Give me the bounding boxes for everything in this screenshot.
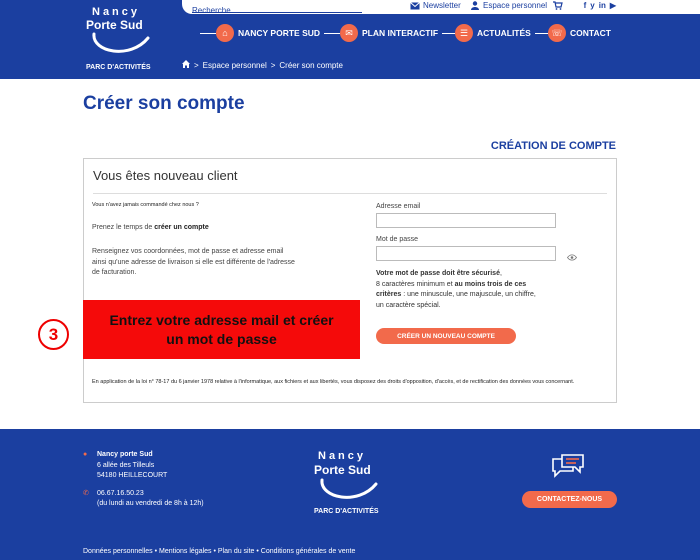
map-icon: ✉: [340, 24, 358, 42]
panel-title: Vous êtes nouveau client: [93, 168, 238, 183]
footer-links[interactable]: Données personnelles • Mentions légales • Plan du site • Conditions générales de vente: [83, 548, 356, 555]
password-field-wrap: [376, 246, 556, 261]
breadcrumb-creer-son-compte: Créer son compte: [279, 60, 343, 70]
nav-item-actualites[interactable]: [455, 24, 531, 42]
social-links: [584, 1, 616, 10]
pw-hint-line3a: critères: [376, 291, 402, 298]
footer-logo[interactable]: [314, 450, 394, 520]
pw-hint-line2a: 8 caractères minimum et: [376, 280, 455, 288]
user-icon: [470, 1, 480, 10]
eye-icon[interactable]: [567, 248, 577, 256]
instructions-text: [92, 247, 295, 279]
contact-us-button[interactable]: CONTACTEZ-NOUS: [522, 491, 617, 508]
account-link[interactable]: [470, 1, 547, 10]
password-hint: Votre mot de passe doit être sécurisé, 8 caractères minimum et au moins trois de ces critères : une minuscule, une majuscule, un chiffre, un caractère spécial.: [376, 269, 576, 311]
pw-hint-bold: Votre mot de passe doit être sécurisé: [376, 270, 500, 277]
footer-logo-line3: PARC D'ACTIVITÉS: [314, 508, 379, 515]
mail-icon: [410, 1, 420, 10]
footer-phone[interactable]: 06.67.16.50.23: [97, 489, 144, 497]
footer-hours: (du lundi au vendredi de 8h à 12h): [97, 500, 204, 507]
footer-logo-line2: Porte Sud: [314, 463, 371, 477]
instructions-line: Renseignez vos coordonnées, mot de passe et adresse email: [92, 248, 284, 255]
home-icon[interactable]: [182, 60, 190, 70]
nav-divider: [324, 33, 340, 34]
search-box: [192, 0, 362, 13]
site-footer: [0, 429, 700, 560]
logo-line2: Porte Sud: [86, 18, 143, 32]
linkedin-icon[interactable]: in: [598, 1, 606, 10]
contact-icon: ☏: [548, 24, 566, 42]
logo-swoosh-icon: [318, 476, 380, 506]
step-number-badge: 3: [38, 319, 69, 350]
newsletter-label: Newsletter: [423, 1, 461, 10]
footer-logo-line1: Nancy: [318, 450, 367, 462]
email-label: Adresse email: [376, 203, 421, 210]
create-account-button[interactable]: CRÉER UN NOUVEAU COMPTE: [376, 328, 516, 344]
building-icon: ⌂: [216, 24, 234, 42]
nav-label: ACTUALITÉS: [477, 28, 531, 38]
nav-divider: [535, 33, 548, 34]
breadcrumb-espace-personnel[interactable]: Espace personnel: [202, 60, 267, 70]
page-title: Créer son compte: [83, 93, 245, 114]
site-logo[interactable]: [86, 4, 166, 74]
breadcrumb-sep: >: [194, 60, 199, 70]
logo-line3: PARC D'ACTIVITÉS: [86, 64, 151, 71]
search-input[interactable]: [192, 5, 342, 17]
never-ordered-text: Vous n'avez jamais commandé chez nous ?: [92, 202, 199, 208]
email-field[interactable]: [377, 219, 555, 232]
section-title: CRÉATION DE COMPTE: [490, 140, 616, 152]
top-bar: [182, 0, 700, 14]
pw-hint-line4: un caractère spécial.: [376, 301, 441, 309]
email-field-wrap: [376, 213, 556, 228]
breadcrumb: [182, 60, 343, 70]
pw-hint-line3b: : une minuscule, une majuscule, un chiffre,: [401, 291, 536, 298]
breadcrumb-sep: >: [270, 60, 276, 70]
take-time-text: [92, 223, 209, 234]
annotation-callout: [83, 300, 360, 359]
nav-item-nancy-porte-sud[interactable]: [216, 24, 320, 42]
nav-item-plan-interactif[interactable]: [340, 24, 438, 42]
account-label: Espace personnel: [483, 1, 548, 10]
facebook-icon[interactable]: f: [583, 1, 587, 10]
phone-icon: ✆: [83, 489, 89, 497]
take-time-bold: créer un compte: [154, 224, 209, 231]
logo-line1: Nancy: [92, 6, 141, 18]
password-label: Mot de passe: [376, 236, 419, 243]
nav-label: CONTACT: [570, 28, 611, 38]
new-client-panel: [83, 158, 617, 403]
panel-divider: [93, 193, 607, 194]
newsletter-link[interactable]: [410, 1, 461, 10]
chat-bubble-icon: [551, 453, 585, 481]
password-field[interactable]: [377, 252, 555, 265]
instructions-line: ainsi qu'une adresse de livraison si elle est différente de l'adresse: [92, 258, 295, 266]
pw-hint-line2b: au moins trois de ces: [454, 280, 527, 288]
twitter-icon[interactable]: y: [590, 1, 595, 10]
annotation-line1: Entrez votre adresse mail et créer: [109, 312, 334, 328]
instructions-line: de facturation.: [92, 269, 137, 276]
legal-notice: En application de la loi n° 78-17 du 6 janvier 1978 relative à l'informatique, aux fichiers et aux libertés, vous disposez des droits d'opposition, d'accès, et de rectification des données vous concernant.: [92, 379, 575, 385]
footer-name: Nancy porte Sud: [97, 451, 153, 458]
take-time-prefix: Prenez le temps de: [92, 224, 155, 231]
cart-link[interactable]: [553, 1, 563, 10]
footer-address1: 6 allée des Tilleuls: [97, 461, 155, 469]
nav-item-contact[interactable]: [548, 24, 611, 42]
location-pin-icon: ●: [83, 451, 88, 458]
nav-label: NANCY PORTE SUD: [238, 28, 321, 38]
logo-swoosh-icon: [90, 30, 152, 60]
news-icon: ☰: [455, 24, 473, 42]
nav-divider: [442, 33, 455, 34]
cart-icon: [553, 1, 563, 10]
footer-address: [83, 450, 204, 510]
youtube-icon[interactable]: ▶: [609, 1, 616, 10]
footer-address2: 54180 HEILLECOURT: [97, 472, 168, 479]
nav-divider: [200, 33, 216, 34]
nav-label: PLAN INTERACTIF: [362, 28, 439, 38]
annotation-line2: un mot de passe: [166, 331, 277, 347]
site-header: [0, 0, 700, 79]
